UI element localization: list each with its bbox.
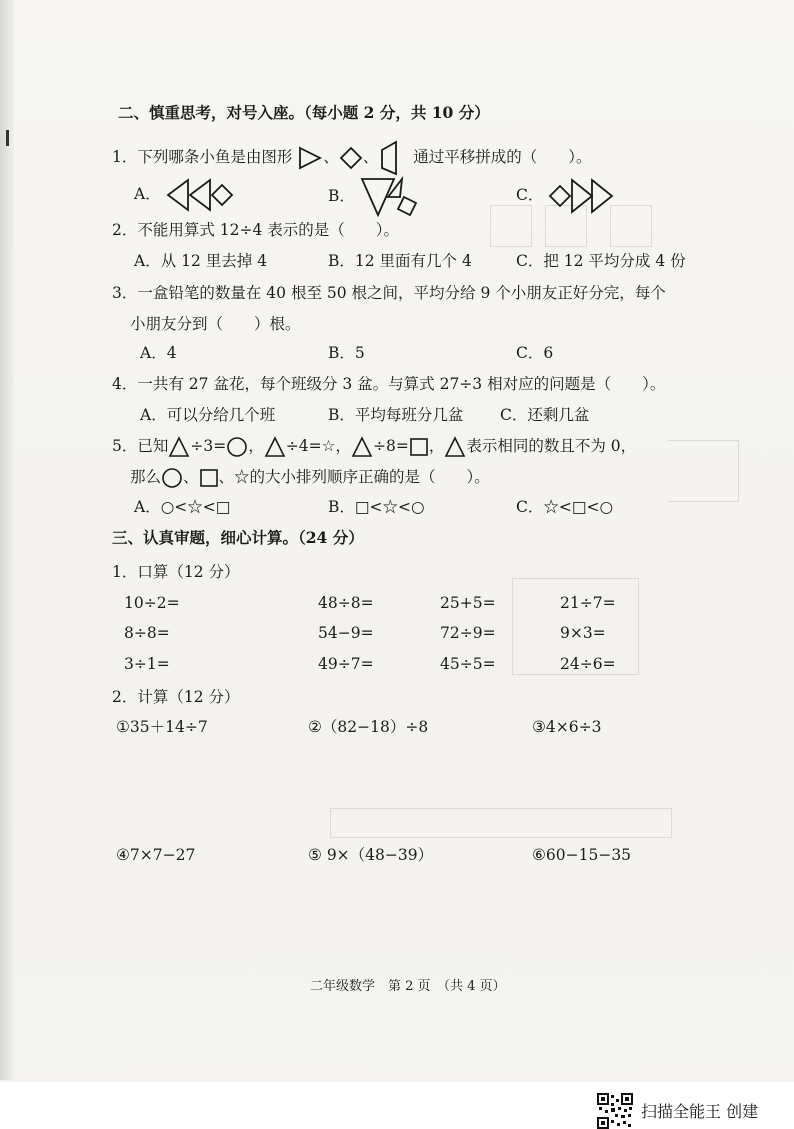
section-2-title: 二、慎重思考，对号入座。（每小题 2 分，共 10 分） bbox=[118, 103, 490, 122]
q5-line2-a: 那么 bbox=[130, 468, 162, 486]
oral-item: 3÷1= bbox=[124, 655, 170, 673]
square-symbol-icon bbox=[409, 437, 429, 457]
circle-symbol-icon bbox=[226, 436, 248, 458]
q5-line2-b: 、 bbox=[183, 468, 199, 486]
calc-item: ⑤ 9×（48−39） bbox=[308, 846, 434, 864]
calc-item: ⑥60−15−35 bbox=[532, 846, 632, 864]
q5-expr-1: ÷3= bbox=[190, 437, 227, 455]
page-number: 二年级数学 第 2 页 （共 4 页） bbox=[310, 979, 506, 994]
q5-lead: 5．已知 bbox=[112, 437, 169, 455]
oral-item: 54−9= bbox=[318, 624, 374, 642]
bleed-through-table bbox=[330, 808, 672, 838]
q1-option-b[interactable] bbox=[328, 175, 420, 219]
oral-item: 72÷9= bbox=[440, 624, 496, 642]
oral-item: 10÷2= bbox=[124, 594, 180, 612]
q5-expr-3: ÷8= bbox=[372, 437, 409, 455]
q3-option-b[interactable]: B．5 bbox=[328, 344, 365, 362]
oral-item: 8÷8= bbox=[124, 624, 170, 642]
scanner-brand-text: 扫描全能王 创建 bbox=[641, 1102, 759, 1121]
triangle-shape-icon bbox=[297, 146, 323, 170]
q2-option-c[interactable]: C．把 12 平均分成 4 份 bbox=[516, 252, 686, 270]
oral-item: 9×3= bbox=[560, 624, 606, 642]
calc-item: ③4×6÷3 bbox=[532, 718, 602, 736]
question-1-prefix: 1．下列哪条小鱼是由图形 bbox=[112, 148, 293, 166]
q1-option-c-label: C． bbox=[516, 186, 544, 204]
square-symbol-icon bbox=[199, 468, 219, 488]
bleed-through-bracket bbox=[668, 440, 739, 502]
q5-expr-2: ÷4=☆， bbox=[285, 437, 351, 455]
q1-option-a-label: A． bbox=[134, 185, 161, 203]
question-2: 2．不能用算式 12÷4 表示的是（ ）。 bbox=[112, 221, 400, 239]
q5-option-a[interactable]: A．○<☆<□ bbox=[134, 498, 231, 516]
q5-expr-3-end: ， bbox=[428, 437, 445, 455]
triangle-symbol-icon bbox=[168, 436, 190, 458]
section-3-title: 三、认真审题，细心计算。（24 分） bbox=[112, 528, 364, 547]
q5-line2-c: 、☆的大小排列顺序正确的是（ ）。 bbox=[218, 468, 490, 486]
page-edge-shadow bbox=[0, 0, 14, 1080]
fish-b-figure bbox=[360, 175, 420, 219]
q5-option-c[interactable]: C．☆<□<○ bbox=[516, 498, 614, 516]
question-3-line-1: 3．一盒铅笔的数量在 40 根至 50 根之间，平均分给 9 个小朋友正好分完，每个 bbox=[112, 284, 666, 302]
question-1-sep1: 、 bbox=[323, 148, 339, 166]
question-5-line-2 bbox=[130, 467, 490, 489]
binding-mark bbox=[6, 130, 15, 146]
oral-item: 24÷6= bbox=[560, 655, 616, 673]
oral-item: 49÷7= bbox=[318, 655, 374, 673]
q5-option-b[interactable]: B．□<☆<○ bbox=[328, 498, 425, 516]
q3-option-c[interactable]: C．6 bbox=[516, 344, 554, 362]
triangle-symbol-icon bbox=[351, 436, 373, 458]
q3-option-a[interactable]: A．4 bbox=[140, 344, 177, 362]
question-4: 4．一共有 27 盆花，每个班级分 3 盆。与算式 27÷3 相对应的问题是（ ）。 bbox=[112, 375, 666, 393]
triangle-symbol-icon bbox=[444, 436, 466, 458]
question-5-line-1 bbox=[112, 436, 636, 458]
question-1-suffix: 通过平移拼成的（ ）。 bbox=[413, 148, 592, 166]
circle-symbol-icon bbox=[161, 467, 183, 489]
written-calc-title: 2．计算（12 分） bbox=[112, 688, 240, 706]
oral-item: 21÷7= bbox=[560, 594, 616, 612]
q1-option-c[interactable] bbox=[516, 178, 616, 214]
oral-item: 48÷8= bbox=[318, 594, 374, 612]
q2-option-a[interactable]: A．从 12 里去掉 4 bbox=[134, 252, 268, 270]
q5-expr-4: 表示相同的数且不为 0， bbox=[466, 437, 637, 455]
calc-item: ①35＋14÷7 bbox=[116, 718, 208, 736]
q4-option-a[interactable]: A．可以分给几个班 bbox=[140, 406, 276, 424]
oral-item: 45÷5= bbox=[440, 655, 496, 673]
calc-item: ④7×7−27 bbox=[116, 846, 196, 864]
question-3-line-2: 小朋友分到（ ）根。 bbox=[130, 315, 301, 333]
q1-option-b-label: B． bbox=[328, 187, 355, 205]
oral-calc-title: 1．口算（12 分） bbox=[112, 563, 240, 581]
question-1-sep2: 、 bbox=[362, 148, 379, 166]
trapezoid-shape-icon bbox=[378, 140, 400, 176]
calc-item: ②（82−18）÷8 bbox=[308, 718, 429, 736]
q2-option-b[interactable]: B．12 里面有几个 4 bbox=[328, 252, 472, 270]
q5-expr-1-end: ， bbox=[248, 437, 264, 455]
q4-option-c[interactable]: C．还剩几盆 bbox=[500, 406, 590, 424]
question-1 bbox=[112, 140, 592, 176]
fish-a-figure bbox=[166, 178, 236, 212]
triangle-symbol-icon bbox=[264, 436, 286, 458]
q1-option-a[interactable] bbox=[134, 178, 236, 212]
q4-option-b[interactable]: B．平均每班分几盆 bbox=[328, 406, 464, 424]
diamond-shape-icon bbox=[339, 146, 363, 170]
oral-item: 25+5= bbox=[440, 594, 496, 612]
fish-c-figure bbox=[548, 178, 616, 214]
